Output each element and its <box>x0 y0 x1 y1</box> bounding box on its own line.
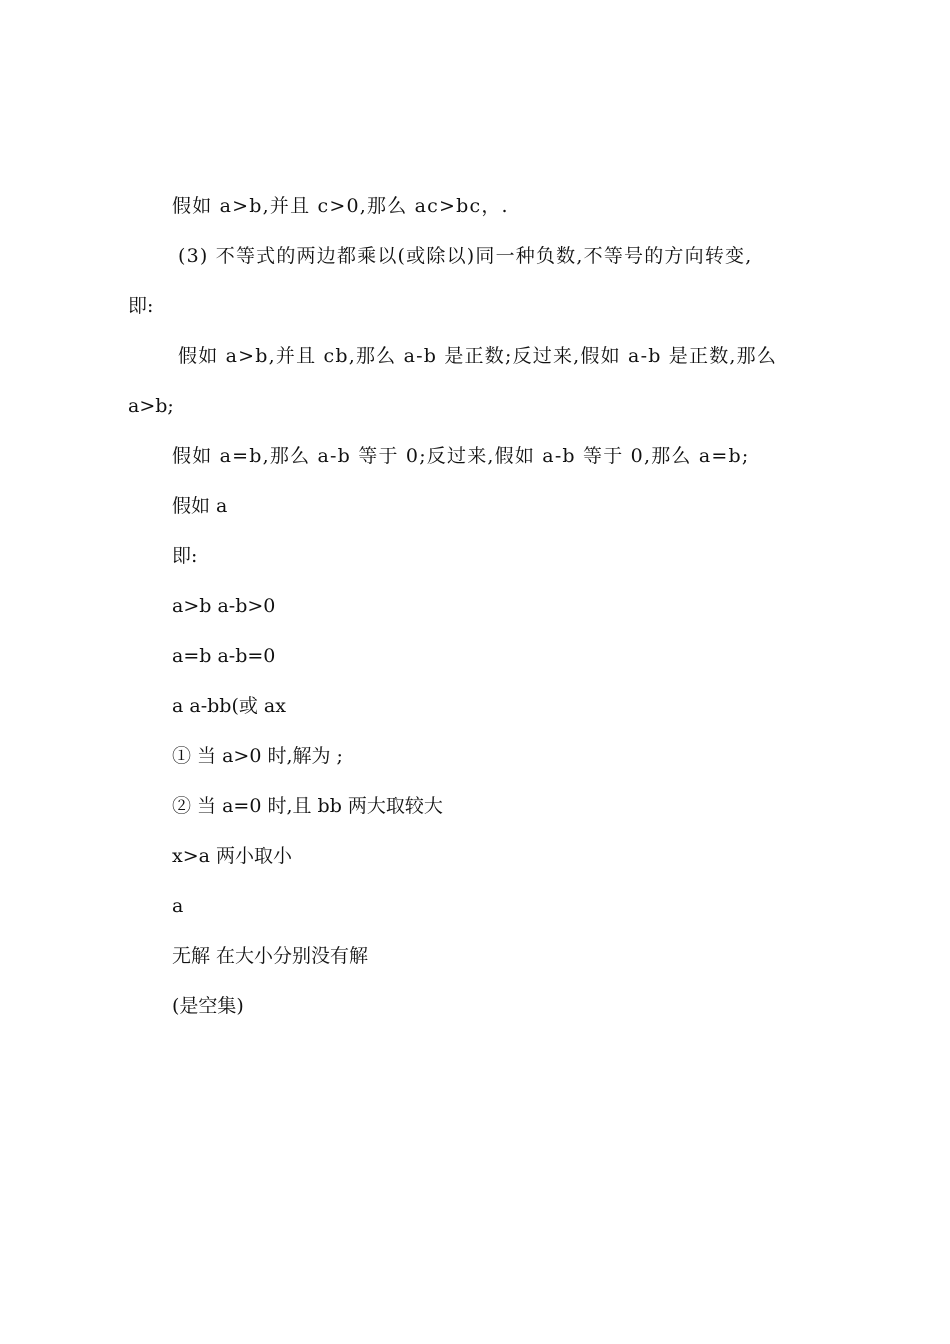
paragraph-line: 假如 a <box>172 495 228 517</box>
paragraph-line: a>b a-b>0 <box>172 595 276 617</box>
paragraph-line: a=b a-b=0 <box>172 645 276 667</box>
paragraph-line: a>b; <box>128 395 174 417</box>
paragraph-line: x>a 两小取小 <box>172 845 293 867</box>
paragraph-line: ① 当 a>0 时,解为 ; <box>172 745 343 767</box>
paragraph-line: 假如 a>b,并且 c>0,那么 ac>bc，. <box>172 195 509 217</box>
paragraph-line: (是空集) <box>172 995 244 1017</box>
paragraph-line: 即: <box>172 545 198 567</box>
paragraph-line: a <box>172 895 184 917</box>
paragraph-line: 假如 a=b,那么 a-b 等于 0;反过来,假如 a-b 等于 0,那么 a=b; <box>172 445 750 467</box>
paragraph-line: a a-bb(或 ax <box>172 695 286 717</box>
paragraph-line: 假如 a>b,并且 cb,那么 a-b 是正数;反过来,假如 a-b 是正数,那么 <box>178 345 778 367</box>
paragraph-line: (3) 不等式的两边都乘以(或除以)同一种负数,不等号的方向转变, <box>178 245 753 267</box>
paragraph-line: ② 当 a=0 时,且 bb 两大取较大 <box>172 795 443 817</box>
paragraph-line: 即: <box>128 295 154 317</box>
paragraph-line: 无解 在大小分别没有解 <box>172 945 369 967</box>
